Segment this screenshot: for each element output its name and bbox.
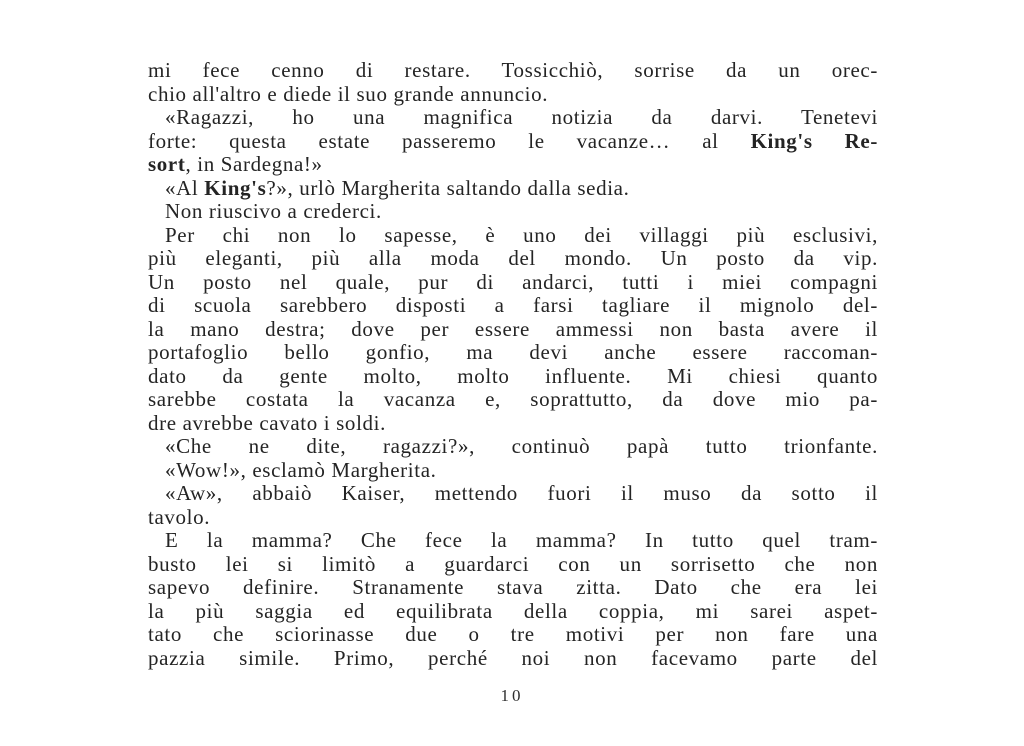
page-number: 10 [500,686,524,705]
text-segment: dre avrebbe cavato i soldi. [148,410,387,435]
text-segment: pazzia simile. Primo, perché noi non facevamo parte del [148,645,878,670]
text-line [148,365,878,389]
text-segment: ?», urlò Margherita saltando dalla sedia. [266,175,630,200]
text-line [148,623,878,647]
text-segment: portafoglio bello gonfio, ma devi anche essere raccoman- [148,340,878,364]
text-segment: dato da gente molto, molto influente. Mi chiesi quanto [148,363,878,388]
text-segment: tavolo. [148,504,211,529]
text-segment: più eleganti, più alla moda del mondo. Un posto da vip. [148,246,878,270]
text-line [148,412,878,436]
text-line [148,200,878,224]
text-line [148,83,878,107]
text-line [148,59,878,83]
text-segment: tato che sciorinasse due o tre motivi per non fare una [148,622,878,646]
text-line [148,600,878,624]
text-segment: busto lei si limitò a guardarci con un sorrisetto che non [148,551,878,576]
text-segment: Per chi non lo sapesse, è uno dei villaggi più esclusivi, [165,222,878,247]
text-segment: E la mamma? Che fece la mamma? In tutto quel tram- [165,528,878,552]
text-line [148,153,878,177]
text-segment: Un posto nel quale, pur di andarci, tutti i miei compagni [148,269,878,294]
text-segment: la mano destra; dove per essere ammessi non basta avere il [148,316,878,341]
text-segment: , in Sardegna!» [185,152,323,176]
text-line [148,130,878,154]
bold-text-segment: King's Re- [750,128,878,153]
text-line [148,271,878,295]
text-line [148,224,878,248]
text-segment: «Che ne dite, ragazzi?», continuò papà tutto trionfante. [165,434,878,458]
text-segment: chio all'altro e diede il suo grande annuncio. [148,81,549,106]
text-segment: «Wow!», esclamò Margherita. [165,457,437,482]
text-segment: «Ragazzi, ho una magnifica notizia da darvi. Tenetevi [165,105,878,129]
text-segment: «Aw», abbaiò Kaiser, mettendo fuori il muso da sotto il [165,481,878,505]
text-segment: sapevo definire. Stranamente stava zitta. Dato che era lei [148,575,878,599]
text-line [148,435,878,459]
text-line [148,388,878,412]
text-line [148,506,878,530]
bold-text-segment: sort [148,152,186,176]
text-segment: sarebbe costata la vacanza e, soprattutto, da dove mio pa- [148,387,878,411]
text-line [148,459,878,483]
bold-text-segment: King's [204,175,267,200]
text-line [148,482,878,506]
text-line [148,177,878,201]
text-segment: «Al [165,175,205,200]
text-segment: mi fece cenno di restare. Tossicchiò, sorrise da un orec- [148,58,878,82]
text-segment: Non riuscivo a crederci. [165,199,382,223]
text-segment: di scuola sarebbero disposti a farsi tagliare il mignolo del- [148,293,878,317]
text-line [148,647,878,671]
text-line [148,106,878,130]
text-line [148,553,878,577]
text-segment: forte: questa estate passeremo le vacanze… al [148,128,751,153]
text-line [148,318,878,342]
text-line [148,341,878,365]
text-line [148,247,878,271]
text-line [148,529,878,553]
text-segment: la più saggia ed equilibrata della coppia, mi sarei aspet- [148,598,878,623]
page-text [148,59,878,670]
text-line [148,294,878,318]
text-line [148,576,878,600]
